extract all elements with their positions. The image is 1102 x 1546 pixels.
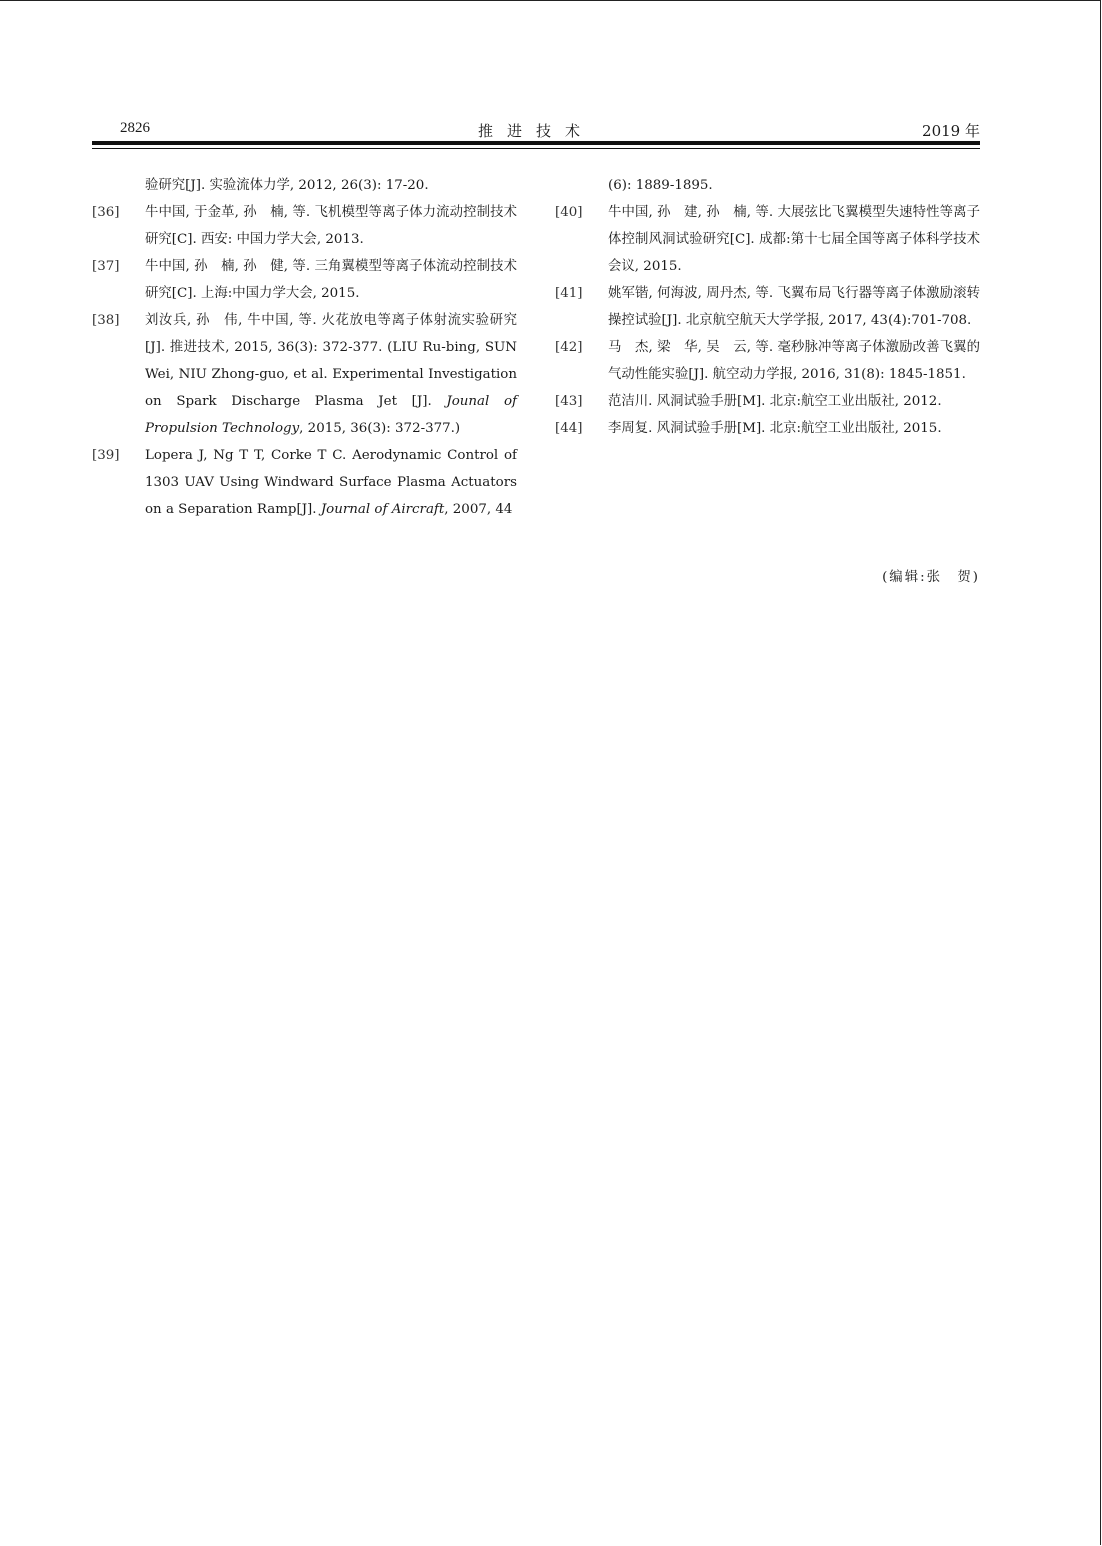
- reference-text: 牛中国, 孙 楠, 孙 健, 等. 三角翼模型等离子体流动控制技术研究[C]. 上海:中国力学大会, 2015.: [145, 259, 517, 301]
- reference-text: 范洁川. 风洞试验手册[M]. 北京:航空工业出版社, 2012.: [608, 394, 942, 409]
- publication-year: 2019 年: [922, 122, 980, 140]
- reference-text: [145, 307, 517, 442]
- reference-item: [555, 199, 980, 280]
- reference-item: [92, 172, 517, 199]
- reference-item: [555, 280, 980, 334]
- right-reference-column: [555, 172, 980, 442]
- reference-number: [44]: [555, 421, 583, 436]
- journal-title: 推进技术: [477, 122, 594, 140]
- reference-text: 牛中国, 孙 建, 孙 楠, 等. 大展弦比飞翼模型失速特性等离子体控制风洞试验研究[C]. 成都:第十七届全国等离子体科学技术会议, 2015.: [608, 205, 980, 274]
- reference-text: 马 杰, 梁 华, 吴 云, 等. 毫秒脉冲等离子体激励改善飞翼的气动性能实验[J]. 航空动力学报, 2016, 31(8): 1845-1851.: [608, 340, 980, 382]
- reference-number: [37]: [92, 259, 120, 274]
- reference-text-part: Lopera J, Ng T T, Corke T C. Aerodynamic Control of 1303 UAV Using Windward Surface Plasma Actuators on a Separation Ramp[J].: [145, 448, 517, 517]
- reference-item: [92, 442, 517, 523]
- reference-text: 姚军锴, 何海波, 周丹杰, 等. 飞翼布局飞行器等离子体激励滚转操控试验[J]. 北京航空航天大学学报, 2017, 43(4):701-708.: [608, 286, 980, 328]
- reference-text: (6): 1889-1895.: [608, 178, 713, 193]
- reference-item: [92, 307, 517, 442]
- header-rule-thick: [92, 141, 980, 145]
- reference-number: [36]: [92, 205, 120, 220]
- editor-note: (编辑:张 贺): [882, 570, 980, 585]
- reference-number: [39]: [92, 448, 120, 463]
- reference-item: [555, 334, 980, 388]
- reference-text: [145, 442, 517, 523]
- reference-number: [43]: [555, 394, 583, 409]
- reference-item: [555, 388, 980, 415]
- page-number: 2826: [120, 120, 150, 136]
- header-rule-thin: [92, 148, 980, 149]
- reference-number: [38]: [92, 313, 120, 328]
- reference-item: [555, 172, 980, 199]
- reference-text: 验研究[J]. 实验流体力学, 2012, 26(3): 17-20.: [145, 178, 429, 193]
- reference-text: 李周复. 风洞试验手册[M]. 北京:航空工业出版社, 2015.: [608, 421, 942, 436]
- journal-name: Jounal of Propulsion Technology: [145, 394, 517, 436]
- running-header: [92, 114, 980, 142]
- reference-item: [92, 253, 517, 307]
- left-reference-column: [92, 172, 517, 523]
- reference-number: [42]: [555, 340, 583, 355]
- reference-item: [555, 415, 980, 442]
- reference-text-part: , 2015, 36(3): 372-377.): [299, 421, 461, 436]
- reference-text: 牛中国, 于金革, 孙 楠, 等. 飞机模型等离子体力流动控制技术研究[C]. 西安: 中国力学大会, 2013.: [145, 205, 517, 247]
- reference-number: [40]: [555, 205, 583, 220]
- reference-text-part: 刘汝兵, 孙 伟, 牛中国, 等. 火花放电等离子体射流实验研究[J]. 推进技术, 2015, 36(3): 372-377. (LIU Ru-bing, SUN Wei, NIU Zhong-guo, et al. Experimental Investigation on Spark Discharge Plasma Jet [J].: [145, 313, 517, 409]
- reference-item: [92, 199, 517, 253]
- reference-text-part: , 2007, 44: [444, 502, 513, 517]
- reference-number: [41]: [555, 286, 583, 301]
- journal-name: Journal of Aircraft: [320, 502, 445, 517]
